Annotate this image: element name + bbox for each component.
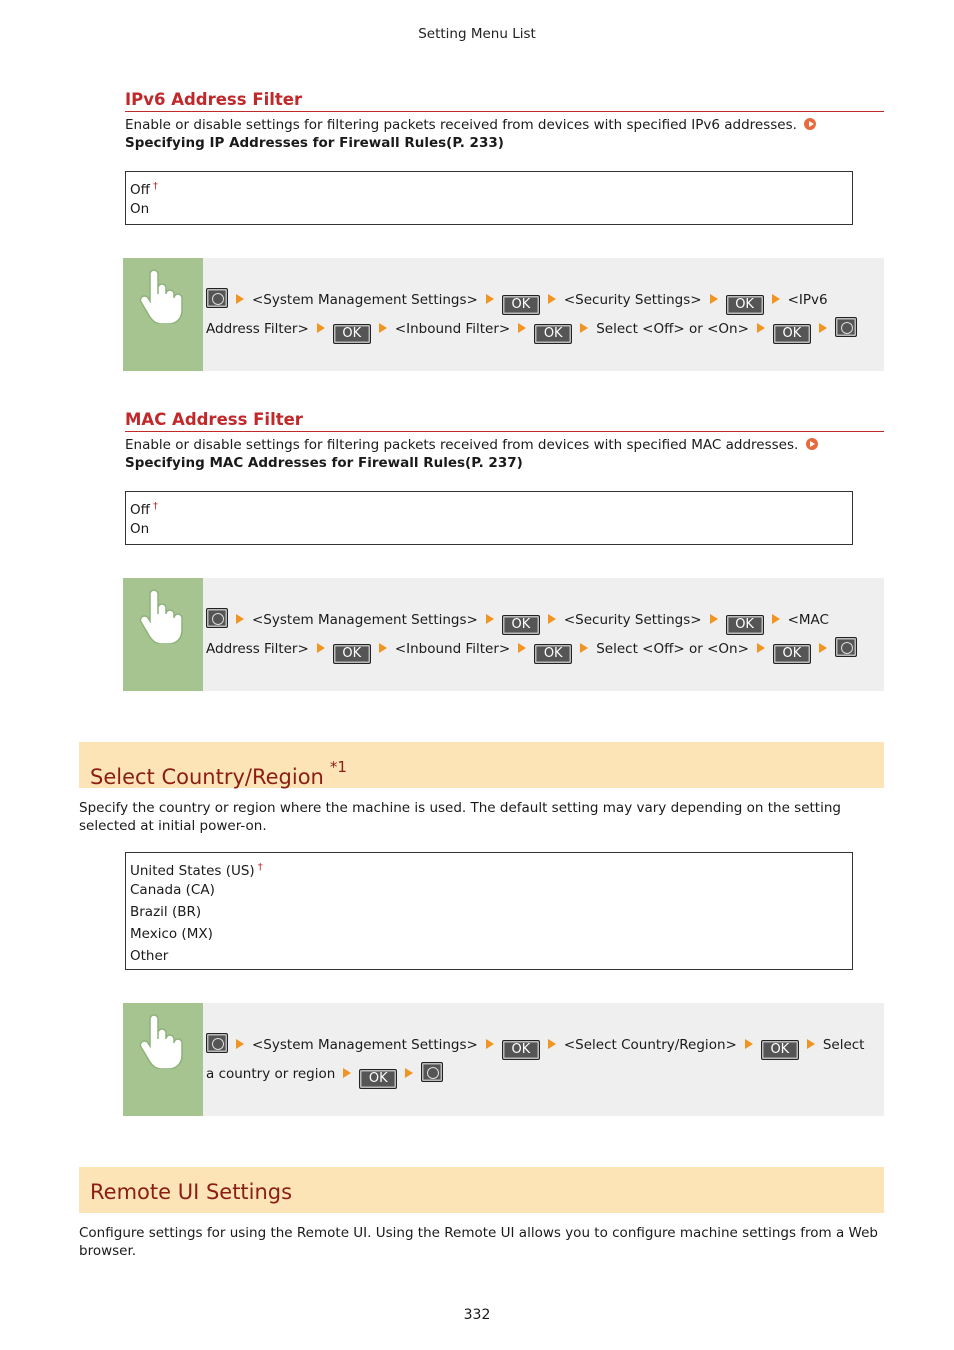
remote-ui-description: Configure settings for using the Remote UI. Using the Remote UI allows you to configure machine settings from a Web browser. [79,1225,878,1259]
arrow-right-icon [807,1039,815,1049]
step-label: Select <Off> or <On> [596,641,749,657]
ok-button[interactable]: OK [333,324,371,344]
menu-key-icon[interactable] [835,637,857,657]
hand-pointer-icon [123,1003,203,1116]
ok-button[interactable]: OK [726,615,764,635]
arrow-right-icon [757,643,765,653]
link-arrow-icon[interactable] [804,118,816,130]
step-label: <IPv6 Address Filter> [206,292,828,337]
ok-button[interactable]: OK [502,1040,540,1060]
step-label: Select a country or region [206,1037,865,1082]
operation-steps [206,1031,876,1089]
mac-reference-link[interactable]: Specifying MAC Addresses for Firewall Rules(P. 237) [125,454,523,471]
arrow-right-icon [236,294,244,304]
arrow-right-icon [405,1068,413,1078]
arrow-right-icon [379,643,387,653]
option-item: Off † [130,501,158,518]
ipv6-desc-text: Enable or disable settings for filtering packets received from devices with specified IPv6 addresses. [125,117,797,133]
arrow-right-icon [745,1039,753,1049]
option-item: United States (US) † [130,862,263,879]
country-region-description: Specify the country or region where the machine is used. The default setting may vary depending on the setting selected at initial power-on. [79,800,841,834]
arrow-right-icon [236,614,244,624]
mac-filter-section [125,409,884,472]
arrow-right-icon [548,1039,556,1049]
option-item: Canada (CA) [130,882,215,898]
arrow-right-icon [757,323,765,333]
mac-filter-description [125,437,884,472]
footnote-mark: *1 [329,758,347,776]
default-mark: † [152,181,158,192]
operation-steps [206,286,876,344]
option-item: Brazil (BR) [130,904,202,920]
mac-options-box [125,491,853,545]
step-label: <Inbound Filter> [394,321,511,337]
ok-button[interactable]: OK [726,295,764,315]
arrow-right-icon [772,614,780,624]
ipv6-operation-panel [123,258,884,371]
ipv6-options-box [125,171,853,225]
ipv6-filter-heading: IPv6 Address Filter [125,89,884,112]
option-item: On [130,521,150,537]
arrow-right-icon [486,294,494,304]
arrow-right-icon [343,1068,351,1078]
arrow-right-icon [580,323,588,333]
step-label: <System Management Settings> [252,1037,478,1053]
arrow-right-icon [486,614,494,624]
ok-button[interactable]: OK [534,644,572,664]
option-item: Other [130,948,169,964]
default-mark: † [257,862,263,873]
page-number: 332 [463,1307,491,1323]
ok-button[interactable]: OK [534,324,572,344]
ok-button[interactable]: OK [333,644,371,664]
option-item: Off † [130,181,158,198]
menu-key-icon[interactable] [206,608,228,628]
arrow-right-icon [317,643,325,653]
arrow-right-icon [710,614,718,624]
hand-pointer-icon [123,258,203,371]
menu-key-icon[interactable] [206,1033,228,1053]
remote-ui-heading: Remote UI Settings [79,1167,884,1213]
ipv6-reference-link[interactable]: Specifying IP Addresses for Firewall Rules(P. 233) [125,134,504,151]
hand-pointer-icon [123,578,203,691]
ok-button[interactable]: OK [359,1069,397,1089]
step-label: <Select Country/Region> [563,1037,737,1053]
menu-key-icon[interactable] [835,317,857,337]
mac-desc-text: Enable or disable settings for filtering packets received from devices with specified MAC addresses. [125,437,799,453]
ok-button[interactable]: OK [773,324,811,344]
country-region-heading: Select Country/Region $^{*1}$ [79,742,884,788]
step-label: <Security Settings> [563,612,702,628]
arrow-right-icon [317,323,325,333]
arrow-right-icon [379,323,387,333]
ipv6-filter-section [125,89,884,152]
ok-button[interactable]: OK [502,615,540,635]
default-mark: † [152,501,158,512]
arrow-right-icon [772,294,780,304]
mac-operation-panel [123,578,884,691]
mac-filter-heading: MAC Address Filter [125,409,884,432]
option-item: On [130,201,150,217]
arrow-right-icon [236,1039,244,1049]
ok-button[interactable]: OK [773,644,811,664]
country-operation-panel [123,1003,884,1116]
arrow-right-icon [819,643,827,653]
option-item: Mexico (MX) [130,926,213,942]
step-label: Select <Off> or <On> [596,321,749,337]
country-options-box [125,852,853,970]
step-label: <System Management Settings> [252,612,478,628]
menu-key-icon[interactable] [206,288,228,308]
arrow-right-icon [548,614,556,624]
step-label: <Inbound Filter> [394,641,511,657]
arrow-right-icon [518,643,526,653]
operation-steps [206,606,876,664]
step-label: <Security Settings> [563,292,702,308]
arrow-right-icon [710,294,718,304]
running-header: Setting Menu List [418,26,536,42]
ok-button[interactable]: OK [502,295,540,315]
link-arrow-icon[interactable] [806,438,818,450]
arrow-right-icon [580,643,588,653]
arrow-right-icon [548,294,556,304]
step-label: <MAC Address Filter> [206,612,829,657]
menu-key-icon[interactable] [421,1062,443,1082]
step-label: <System Management Settings> [252,292,478,308]
ipv6-filter-description [125,117,884,152]
ok-button[interactable]: OK [761,1040,799,1060]
arrow-right-icon [518,323,526,333]
arrow-right-icon [819,323,827,333]
arrow-right-icon [486,1039,494,1049]
